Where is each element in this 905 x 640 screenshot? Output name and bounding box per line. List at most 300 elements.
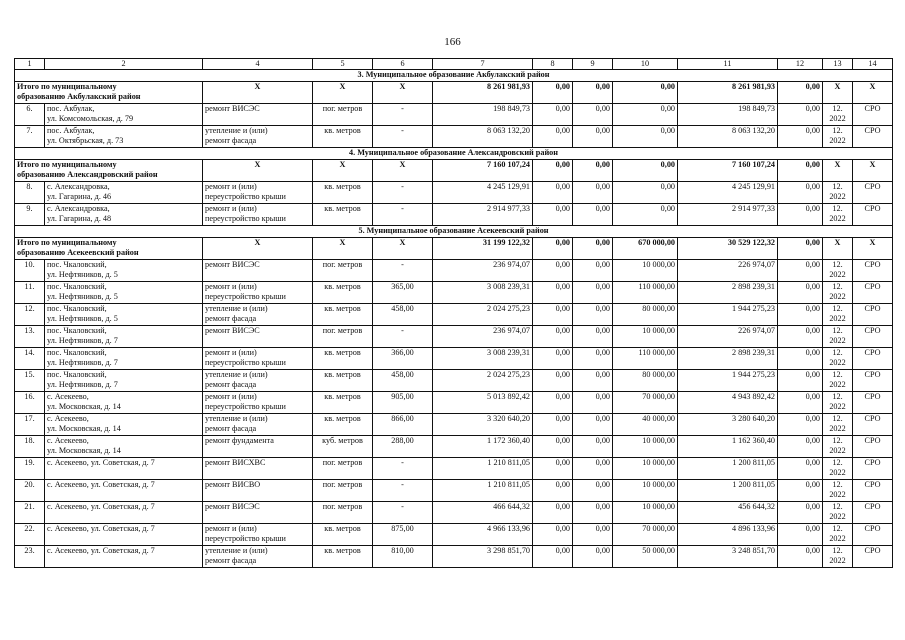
section-total-row	[15, 160, 893, 182]
row-method: СРО	[853, 104, 893, 126]
column-number-cell: 5	[313, 59, 373, 70]
row-address-line1: с. Александровка,	[47, 182, 110, 191]
row-work-type-line2: переустройство крыши	[205, 402, 286, 411]
row-fund-5: 0,00	[778, 414, 823, 436]
row-fund-2: 0,00	[573, 480, 613, 502]
table-body	[15, 59, 893, 568]
table-row	[15, 546, 893, 568]
row-method: СРО	[853, 524, 893, 546]
table-row	[15, 370, 893, 392]
row-fund-4: 226 974,07	[678, 326, 778, 348]
table-row	[15, 182, 893, 204]
table-row	[15, 204, 893, 226]
row-work-type-line2: переустройство крыши	[205, 358, 286, 367]
row-work-type	[203, 546, 313, 568]
row-deadline-line1: 12.	[832, 326, 843, 335]
row-deadline-line2: 2022	[829, 534, 846, 543]
row-deadline-line1: 12.	[832, 524, 843, 533]
row-unit: кв. метров	[313, 348, 373, 370]
row-deadline	[823, 104, 853, 126]
total-fund-5: 0,00	[778, 160, 823, 182]
row-deadline	[823, 182, 853, 204]
total-fund-3: 670 000,00	[613, 238, 678, 260]
row-cost: 4 245 129,91	[433, 182, 533, 204]
table-row	[15, 436, 893, 458]
total-method: Х	[853, 238, 893, 260]
row-fund-2: 0,00	[573, 392, 613, 414]
total-fund-5: 0,00	[778, 238, 823, 260]
row-address-line1: пос. Чкаловский,	[47, 282, 107, 291]
total-label-line: Итого по муниципальному	[17, 238, 117, 247]
row-method: СРО	[853, 260, 893, 282]
row-work-type	[203, 182, 313, 204]
row-number: 20.	[15, 480, 45, 502]
row-work-type-line2: ремонт фасада	[205, 314, 257, 323]
row-quantity: 810,00	[373, 546, 433, 568]
row-deadline	[823, 414, 853, 436]
row-method: СРО	[853, 502, 893, 524]
row-fund-3: 110 000,00	[613, 348, 678, 370]
row-address: с. Асекеево, ул. Советская, д. 7	[45, 502, 203, 524]
row-quantity: 866,00	[373, 414, 433, 436]
row-deadline-line2: 2022	[829, 380, 846, 389]
row-deadline-line1: 12.	[832, 392, 843, 401]
table-row	[15, 414, 893, 436]
row-work-type: ремонт ВИСВО	[203, 480, 313, 502]
row-deadline-line2: 2022	[829, 556, 846, 565]
row-fund-1: 0,00	[533, 370, 573, 392]
row-address-line1: пос. Акбулак,	[47, 126, 95, 135]
row-address-line2: ул. Нефтяников, д. 5	[47, 292, 118, 301]
row-unit: кв. метров	[313, 524, 373, 546]
row-fund-3: 80 000,00	[613, 304, 678, 326]
row-cost: 3 298 851,70	[433, 546, 533, 568]
row-number: 19.	[15, 458, 45, 480]
row-fund-5: 0,00	[778, 326, 823, 348]
row-deadline	[823, 304, 853, 326]
row-fund-3: 80 000,00	[613, 370, 678, 392]
row-fund-2: 0,00	[573, 126, 613, 148]
row-work-type-line2: переустройство крыши	[205, 534, 286, 543]
row-fund-3: 10 000,00	[613, 326, 678, 348]
row-fund-3: 50 000,00	[613, 546, 678, 568]
section-title: 4. Муниципальное образование Александровский район	[15, 148, 893, 160]
row-fund-1: 0,00	[533, 458, 573, 480]
row-fund-1: 0,00	[533, 546, 573, 568]
row-address-line2: ул. Московская, д. 14	[47, 446, 121, 455]
row-work-type-line2: ремонт фасада	[205, 380, 257, 389]
row-fund-4: 1 162 360,40	[678, 436, 778, 458]
section-header-row	[15, 70, 893, 82]
row-address-line1: пос. Чкаловский,	[47, 348, 107, 357]
row-fund-3: 40 000,00	[613, 414, 678, 436]
row-address	[45, 326, 203, 348]
row-cost: 2 024 275,23	[433, 304, 533, 326]
row-unit: кв. метров	[313, 546, 373, 568]
row-fund-3: 70 000,00	[613, 392, 678, 414]
row-fund-5: 0,00	[778, 480, 823, 502]
row-deadline-line2: 2022	[829, 270, 846, 279]
total-label-line: Итого по муниципальному	[17, 82, 117, 91]
row-fund-2: 0,00	[573, 546, 613, 568]
row-work-type: ремонт ВИСЭС	[203, 326, 313, 348]
row-fund-4: 1 200 811,05	[678, 480, 778, 502]
row-cost: 236 974,07	[433, 260, 533, 282]
row-fund-5: 0,00	[778, 524, 823, 546]
row-deadline	[823, 204, 853, 226]
column-number-cell: 10	[613, 59, 678, 70]
column-number-cell: 8	[533, 59, 573, 70]
row-fund-3: 0,00	[613, 126, 678, 148]
row-deadline-line2: 2022	[829, 468, 846, 477]
row-fund-5: 0,00	[778, 458, 823, 480]
table-row	[15, 282, 893, 304]
row-work-type-line1: утепление и (или)	[205, 370, 268, 379]
column-number-cell: 7	[433, 59, 533, 70]
row-number: 16.	[15, 392, 45, 414]
row-deadline	[823, 546, 853, 568]
row-fund-3: 0,00	[613, 104, 678, 126]
row-method: СРО	[853, 348, 893, 370]
row-deadline	[823, 126, 853, 148]
row-number: 13.	[15, 326, 45, 348]
row-fund-2: 0,00	[573, 260, 613, 282]
row-cost: 198 849,73	[433, 104, 533, 126]
row-work-type-line1: ремонт и (или)	[205, 524, 257, 533]
row-fund-5: 0,00	[778, 104, 823, 126]
row-fund-3: 70 000,00	[613, 524, 678, 546]
row-deadline-line2: 2022	[829, 336, 846, 345]
row-fund-4: 4 943 892,42	[678, 392, 778, 414]
row-fund-3: 110 000,00	[613, 282, 678, 304]
row-deadline	[823, 326, 853, 348]
total-deadline: Х	[823, 82, 853, 104]
row-deadline-line1: 12.	[832, 370, 843, 379]
row-quantity: -	[373, 182, 433, 204]
section-header-row	[15, 226, 893, 238]
total-quantity: Х	[373, 82, 433, 104]
row-fund-1: 0,00	[533, 348, 573, 370]
row-address: с. Асекеево, ул. Советская, д. 7	[45, 480, 203, 502]
total-quantity: Х	[373, 160, 433, 182]
row-fund-1: 0,00	[533, 304, 573, 326]
row-fund-3: 10 000,00	[613, 260, 678, 282]
row-number: 17.	[15, 414, 45, 436]
row-address-line2: ул. Нефтяников, д. 5	[47, 270, 118, 279]
program-table	[14, 58, 893, 568]
row-fund-5: 0,00	[778, 260, 823, 282]
row-work-type-line2: переустройство крыши	[205, 192, 286, 201]
total-fund-1: 0,00	[533, 160, 573, 182]
row-work-type	[203, 524, 313, 546]
section-header-row	[15, 148, 893, 160]
row-fund-1: 0,00	[533, 502, 573, 524]
row-quantity: 905,00	[373, 392, 433, 414]
row-fund-1: 0,00	[533, 414, 573, 436]
row-deadline-line2: 2022	[829, 192, 846, 201]
row-deadline-line1: 12.	[832, 546, 843, 555]
row-fund-1: 0,00	[533, 480, 573, 502]
row-quantity: 458,00	[373, 370, 433, 392]
row-fund-4: 3 280 640,20	[678, 414, 778, 436]
row-deadline-line1: 12.	[832, 182, 843, 191]
row-fund-4: 456 644,32	[678, 502, 778, 524]
row-work-type-line1: утепление и (или)	[205, 126, 268, 135]
row-deadline-line1: 12.	[832, 348, 843, 357]
row-address-line2: ул. Московская, д. 14	[47, 402, 121, 411]
row-address-line2: ул. Гагарина, д. 48	[47, 214, 112, 223]
row-work-type-line2: ремонт фасада	[205, 136, 257, 145]
row-fund-4: 226 974,07	[678, 260, 778, 282]
row-fund-2: 0,00	[573, 204, 613, 226]
row-work-type: ремонт ВИСХВС	[203, 458, 313, 480]
row-fund-2: 0,00	[573, 414, 613, 436]
row-method: СРО	[853, 546, 893, 568]
row-address	[45, 348, 203, 370]
row-unit: пог. метров	[313, 480, 373, 502]
section-total-row	[15, 82, 893, 104]
row-address-line2: ул. Октябрьская, д. 73	[47, 136, 124, 145]
total-unit: Х	[313, 160, 373, 182]
row-number: 7.	[15, 126, 45, 148]
row-deadline-line1: 12.	[832, 104, 843, 113]
total-unit: Х	[313, 238, 373, 260]
total-label	[15, 82, 203, 104]
row-address-line1: с. Асекеево,	[47, 414, 89, 423]
row-fund-1: 0,00	[533, 104, 573, 126]
row-unit: пог. метров	[313, 104, 373, 126]
row-number: 6.	[15, 104, 45, 126]
row-quantity: 458,00	[373, 304, 433, 326]
row-number: 15.	[15, 370, 45, 392]
row-fund-4: 4 245 129,91	[678, 182, 778, 204]
row-cost: 236 974,07	[433, 326, 533, 348]
row-fund-2: 0,00	[573, 326, 613, 348]
total-work-type: Х	[203, 82, 313, 104]
row-fund-5: 0,00	[778, 546, 823, 568]
row-number: 8.	[15, 182, 45, 204]
row-address-line1: пос. Чкаловский,	[47, 304, 107, 313]
row-work-type	[203, 304, 313, 326]
row-deadline-line2: 2022	[829, 136, 846, 145]
page-number: 166	[444, 36, 461, 48]
row-fund-3: 0,00	[613, 182, 678, 204]
row-method: СРО	[853, 370, 893, 392]
row-address: с. Асекеево, ул. Советская, д. 7	[45, 546, 203, 568]
row-address-line1: пос. Чкаловский,	[47, 326, 107, 335]
row-unit: пог. метров	[313, 502, 373, 524]
row-address	[45, 104, 203, 126]
row-method: СРО	[853, 126, 893, 148]
table-row	[15, 326, 893, 348]
row-address	[45, 304, 203, 326]
row-unit: кв. метров	[313, 204, 373, 226]
table-row	[15, 524, 893, 546]
total-deadline: Х	[823, 160, 853, 182]
row-address: с. Асекеево, ул. Советская, д. 7	[45, 524, 203, 546]
row-deadline-line2: 2022	[829, 512, 846, 521]
column-number-cell: 4	[203, 59, 313, 70]
section-title: 3. Муниципальное образование Акбулакский район	[15, 70, 893, 82]
row-fund-5: 0,00	[778, 436, 823, 458]
row-deadline-line2: 2022	[829, 424, 846, 433]
row-method: СРО	[853, 204, 893, 226]
total-fund-3: 0,00	[613, 160, 678, 182]
row-deadline-line2: 2022	[829, 214, 846, 223]
total-quantity: Х	[373, 238, 433, 260]
column-number-cell: 2	[45, 59, 203, 70]
row-address	[45, 436, 203, 458]
row-quantity: 366,00	[373, 348, 433, 370]
row-cost: 2 024 275,23	[433, 370, 533, 392]
row-fund-4: 2 914 977,33	[678, 204, 778, 226]
row-deadline-line2: 2022	[829, 114, 846, 123]
column-number-cell: 12	[778, 59, 823, 70]
row-work-type-line2: переустройство крыши	[205, 292, 286, 301]
row-deadline	[823, 370, 853, 392]
total-fund-2: 0,00	[573, 238, 613, 260]
row-deadline-line2: 2022	[829, 490, 846, 499]
total-method: Х	[853, 160, 893, 182]
row-unit: пог. метров	[313, 458, 373, 480]
row-fund-1: 0,00	[533, 182, 573, 204]
row-work-type-line1: ремонт и (или)	[205, 348, 257, 357]
total-unit: Х	[313, 82, 373, 104]
row-deadline-line1: 12.	[832, 304, 843, 313]
row-fund-3: 10 000,00	[613, 502, 678, 524]
total-fund-1: 0,00	[533, 82, 573, 104]
row-cost: 1 172 360,40	[433, 436, 533, 458]
row-cost: 8 063 132,20	[433, 126, 533, 148]
total-label-line: образованию Александровский район	[17, 170, 158, 179]
row-fund-1: 0,00	[533, 260, 573, 282]
table-row	[15, 392, 893, 414]
row-address-line1: с. Асекеево,	[47, 436, 89, 445]
row-quantity: -	[373, 204, 433, 226]
row-fund-3: 10 000,00	[613, 458, 678, 480]
table-row	[15, 104, 893, 126]
total-fund-4: 8 261 981,93	[678, 82, 778, 104]
row-cost: 466 644,32	[433, 502, 533, 524]
table-row	[15, 126, 893, 148]
row-deadline-line2: 2022	[829, 358, 846, 367]
total-cost: 31 199 122,32	[433, 238, 533, 260]
row-address-line1: пос. Чкаловский,	[47, 260, 107, 269]
row-address	[45, 126, 203, 148]
row-deadline	[823, 480, 853, 502]
row-deadline-line1: 12.	[832, 282, 843, 291]
row-work-type-line1: ремонт и (или)	[205, 204, 257, 213]
table-row	[15, 480, 893, 502]
row-deadline-line1: 12.	[832, 260, 843, 269]
row-fund-2: 0,00	[573, 524, 613, 546]
section-total-row	[15, 238, 893, 260]
row-fund-4: 2 898 239,31	[678, 282, 778, 304]
row-work-type	[203, 282, 313, 304]
row-unit: кв. метров	[313, 182, 373, 204]
total-cost: 7 160 107,24	[433, 160, 533, 182]
row-method: СРО	[853, 458, 893, 480]
section-title: 5. Муниципальное образование Асекеевский район	[15, 226, 893, 238]
row-address	[45, 370, 203, 392]
row-fund-5: 0,00	[778, 304, 823, 326]
row-fund-2: 0,00	[573, 370, 613, 392]
row-method: СРО	[853, 392, 893, 414]
row-deadline-line2: 2022	[829, 292, 846, 301]
row-method: СРО	[853, 304, 893, 326]
row-deadline-line1: 12.	[832, 204, 843, 213]
row-deadline-line2: 2022	[829, 314, 846, 323]
total-label-line: образованию Акбулакский район	[17, 92, 141, 101]
column-number-cell: 6	[373, 59, 433, 70]
row-work-type-line1: утепление и (или)	[205, 304, 268, 313]
row-quantity: -	[373, 326, 433, 348]
row-fund-2: 0,00	[573, 502, 613, 524]
row-fund-4: 4 896 133,96	[678, 524, 778, 546]
row-quantity: -	[373, 104, 433, 126]
row-number: 10.	[15, 260, 45, 282]
row-number: 11.	[15, 282, 45, 304]
row-address-line2: ул. Нефтяников, д. 7	[47, 380, 118, 389]
total-deadline: Х	[823, 238, 853, 260]
table-row	[15, 458, 893, 480]
row-fund-1: 0,00	[533, 126, 573, 148]
row-fund-1: 0,00	[533, 326, 573, 348]
row-cost: 3 008 239,31	[433, 348, 533, 370]
row-address-line1: с. Александровка,	[47, 204, 110, 213]
row-cost: 3 320 640,20	[433, 414, 533, 436]
row-method: СРО	[853, 182, 893, 204]
total-label	[15, 238, 203, 260]
row-number: 23.	[15, 546, 45, 568]
total-label	[15, 160, 203, 182]
row-address	[45, 414, 203, 436]
row-fund-2: 0,00	[573, 282, 613, 304]
row-deadline-line1: 12.	[832, 436, 843, 445]
row-cost: 1 210 811,05	[433, 458, 533, 480]
row-fund-1: 0,00	[533, 204, 573, 226]
row-work-type: ремонт фундамента	[203, 436, 313, 458]
row-work-type-line1: ремонт и (или)	[205, 392, 257, 401]
row-work-type-line1: утепление и (или)	[205, 414, 268, 423]
row-work-type-line1: ремонт и (или)	[205, 282, 257, 291]
total-fund-5: 0,00	[778, 82, 823, 104]
row-fund-5: 0,00	[778, 502, 823, 524]
row-address-line2: ул. Нефтяников, д. 7	[47, 358, 118, 367]
total-fund-2: 0,00	[573, 160, 613, 182]
total-method: Х	[853, 82, 893, 104]
row-fund-4: 1 944 275,23	[678, 370, 778, 392]
row-deadline-line1: 12.	[832, 414, 843, 423]
row-work-type-line2: ремонт фасада	[205, 424, 257, 433]
row-deadline-line2: 2022	[829, 446, 846, 455]
row-deadline-line1: 12.	[832, 458, 843, 467]
row-method: СРО	[853, 436, 893, 458]
total-work-type: Х	[203, 160, 313, 182]
row-address-line1: пос. Чкаловский,	[47, 370, 107, 379]
row-address	[45, 260, 203, 282]
row-fund-4: 1 944 275,23	[678, 304, 778, 326]
row-work-type: ремонт ВИСЭС	[203, 104, 313, 126]
row-fund-4: 198 849,73	[678, 104, 778, 126]
row-deadline	[823, 502, 853, 524]
row-unit: пог. метров	[313, 260, 373, 282]
table-row	[15, 260, 893, 282]
row-address-line1: с. Асекеево,	[47, 392, 89, 401]
table-row	[15, 348, 893, 370]
row-fund-5: 0,00	[778, 348, 823, 370]
row-deadline	[823, 524, 853, 546]
